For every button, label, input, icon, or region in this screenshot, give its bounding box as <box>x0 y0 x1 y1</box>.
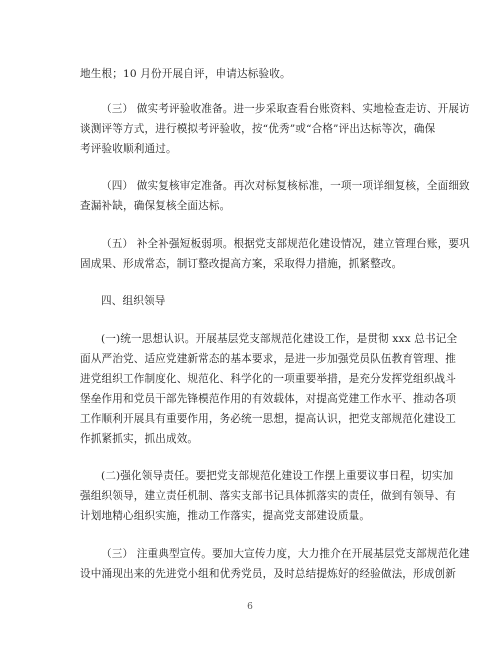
paragraph-line: （三） 注重典型宣传。要加大宣传力度，大力推介在开展基层党支部规范化建 <box>101 548 470 560</box>
paragraph-line: 工作顺利开展具有重要作用，务必统一思想，提高认识，把党支部规范化建设工 <box>80 413 457 425</box>
paragraph-line: （五） 补全补强短板弱项。根据党支部规范化建设情况，建立管理台账，要巩 <box>101 238 470 250</box>
paragraph-line: 强组织领导，建立责任机制、落实支部书记具体抓落实的责任，做到有领导、有 <box>80 490 457 502</box>
paragraph-line: 查漏补缺，确保复核全面达标。 <box>80 200 231 212</box>
paragraph-line: （三） 做实考评验收准备。进一步采取查看台账资料、实地检查走访、开展访 <box>101 103 470 115</box>
paragraph-line: 计划地精心组织实施，推动工作落实，提高党支部建设质量。 <box>80 510 371 522</box>
paragraph-line: 堡垒作用和党员干部先锋模范作用的有效载体，对提高党建工作水平、推动各项 <box>80 393 457 405</box>
paragraph-line: 面从严治党、适应党建新常态的基本要求，是进一步加强党员队伍教育管理、推 <box>80 353 457 365</box>
paragraph-line: (一)统一思想认识。开展基层党支部规范化建设工作，是贯彻 xxx 总书记全 <box>101 333 458 345</box>
paragraph-line: 固成果、形成常态，制订整改提高方案，采取得力措施，抓紧整改。 <box>80 258 403 270</box>
paragraph-line: 作抓紧抓实，抓出成效。 <box>80 433 199 445</box>
paragraph-line: 考评验收顺利通过。 <box>80 143 177 155</box>
paragraph-line: 进党组织工作制度化、规范化、科学化的一项重要举措，是充分发挥党组织战斗 <box>80 373 457 385</box>
section-heading: 四、组织领导 <box>101 295 166 307</box>
paragraph-line: （四） 做实复核审定准备。再次对标复核标准，一项一项详细复核，全面细致 <box>101 180 470 192</box>
paragraph-line: 谈测评等方式，进行模拟考评验收，按“优秀”或“合格”评出达标等次，确保 <box>80 123 436 135</box>
paragraph-line: 地生根；10 月份开展自评，申请达标验收。 <box>80 68 291 80</box>
page-number: 6 <box>247 602 253 612</box>
paragraph-line: (二)强化领导责任。要把党支部规范化建设工作摆上重要议事日程，切实加 <box>101 470 454 482</box>
paragraph-line: 设中涌现出来的先进党小组和优秀党员，及时总结提炼好的经验做法，形成创新 <box>80 568 457 580</box>
